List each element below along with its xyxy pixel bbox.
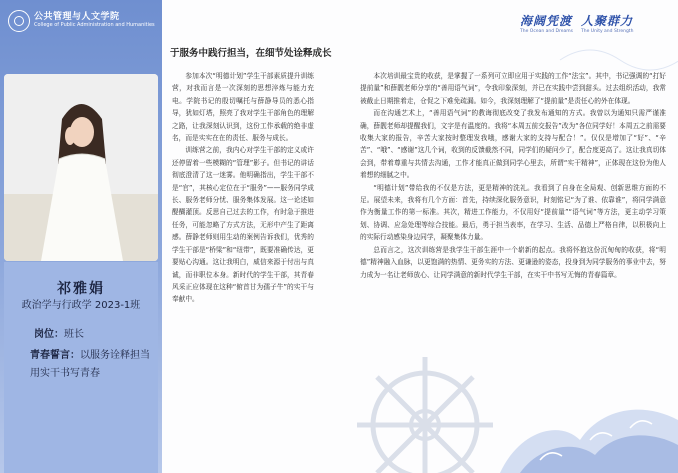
- brand-right: [581, 12, 633, 34]
- brand-left-cn: 海阔凭渡: [520, 14, 573, 28]
- student-motto: [30, 347, 158, 383]
- brand-right-cn: 人聚群力: [581, 14, 634, 28]
- paragraph: 参加本次“明德计划”学生干部素质提升训练营，对我而言是一次深刻的思想淬炼与能力充电。学院书记的殷切嘱托与薛静导员的悉心指导，犹如灯塔，照亮了我对学生干部角色的理解之路，让我深刻认识到，这份工作承载的绝非虚名，而是实实在在的责任、服务与成长。: [172, 72, 314, 143]
- school-name-en: College of Public Administration and Humanities: [34, 22, 155, 29]
- student-major: 政治学与行政学 2023-1班: [21, 300, 141, 311]
- student-photo: [4, 74, 158, 261]
- brand-right-en: The Unity and Strength: [581, 29, 634, 34]
- paragraph: 本次培训最宝贵的收获，是掌握了一系列可立即应用于实践的工作“法宝”。其中，书记强调的“打好提前量”和薛靓老师分享的“善用语气词”，令我印象深刻，并已在实践中尝到甜头。过去组织活动，我常被截止日期推着走，仓促之下难免疏漏。如今，我深刻理解了“提前量”是责任心的外在体现。: [360, 72, 666, 105]
- brand-left-en: The Ocean and Dreams: [520, 29, 573, 34]
- article-column-right: [360, 70, 666, 281]
- paragraph: 而在沟通艺术上，“善用语气词”的教诲彻底改变了我发布通知的方式。我曾以为通知只需严谨准确，薛靓老师却提醒我们，文字是有温度的。我将“本周五前交报告”改为“各位同学好！本周五之前需要收集大家的报告，辛苦大家按时整理发我哦，感谢大家的支持与配合！”。仅仅是增加了“好”、“辛苦”、“哦”、“感谢”这几个词，收到的反馈截然不同，同学们的疑问少了，配合度更高了。这让我真切体会到，带着尊重与共情去沟通，工作才能真正做到同学心里去，所谓“实干精神”，正体现在这份为他人着想的细腻之中。: [360, 109, 666, 180]
- motto-value: 以服务诠释担当用实干书写青春: [30, 350, 150, 379]
- role-value: 班长: [64, 329, 84, 340]
- paragraph: “明德计划”带给我的不仅是方法，更是精神的洗礼。我看到了自身在全局观、创新思维方面的不足。展望未来，我将有几个方面：首先，持续深化服务意识，时刻铭记“为了谁、依靠谁”，将同学满意作为衡量工作的第一标准。其次，精进工作能力，不仅用好“提前量”“语气词”等方法，更主动学习策划、协调、应急处理等综合技能。最后，勇于担当表率，在学习、生活、品德上严格自律，以积极向上的实际行动感染身边同学，凝聚集体力量。: [360, 183, 666, 242]
- paragraph: 训练营之前，我内心对学生干部的定义或许还停留着一些模糊的“管理”影子。但书记的讲话彻底澄清了这一迷雾。他明确指出，学生干部不是“官”，其核心定位在于“服务”——服务同学成长、服务老师分忧、服务集体发展。这一论述如醍醐灌顶。反思自己过去的工作，有时急于推进任务，可能忽略了方式方法，无形中产生了距离感。薛静老师则用生动的案例告诉我们，优秀的学生干部是“桥梁”和“纽带”，既要准确传达，更要贴心沟通。这让我明白，威信来源于付出与真诚，而非职位本身。新时代的学生干部，其青春风采正应体现在这种“俯首甘为孺子牛”的实干与奉献中。: [172, 146, 314, 304]
- portrait-image: [4, 74, 158, 261]
- school-name-cn: 公共管理与人文学院: [34, 12, 120, 23]
- article-column-left: [172, 70, 314, 306]
- motto-label: 青春誓言：: [30, 350, 80, 361]
- brand-slogans: [520, 12, 633, 34]
- ship-wheel-icon: [357, 357, 493, 473]
- role-label: 岗位：: [34, 329, 64, 340]
- student-role: [34, 325, 84, 340]
- paragraph: 总而言之，这次训练营是我学生干部生涯中一个崭新的起点。我将怀抱这份沉甸甸的收获，将“明德”精神融入血脉，以更饱满的热情、更务实的方法、更谦逊的姿态，投身到为同学服务的事业中去，努力成为一名让老师放心、让同学满意的新时代学生干部，在实干中书写无悔的青春篇章。: [360, 245, 666, 279]
- student-name: 祁雅娟: [57, 281, 105, 297]
- school-emblem-icon: [8, 10, 30, 32]
- article-title: 于服务中践行担当，在细节处诠释成长: [170, 48, 332, 59]
- brand-left: [520, 12, 573, 34]
- school-header: [8, 10, 155, 32]
